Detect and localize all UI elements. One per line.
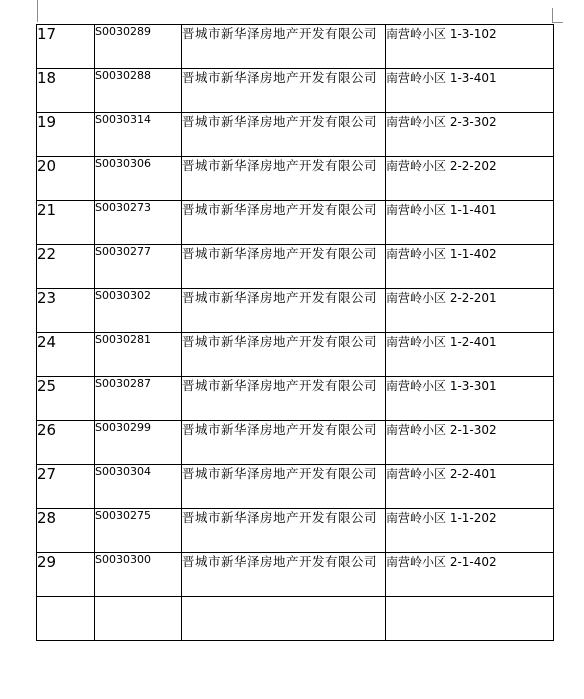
- company-name-cell: 晋城市新华泽房地产开发有限公司: [182, 333, 386, 377]
- record-code-cell: [95, 597, 182, 641]
- record-code-cell: S0030302: [95, 289, 182, 333]
- table-row: [37, 69, 554, 113]
- table-row: [37, 245, 554, 289]
- table-row: [37, 377, 554, 421]
- address-cell: 南营岭小区 2-2-201: [386, 289, 554, 333]
- company-name-cell: [182, 597, 386, 641]
- page-margin-mark-right: [552, 8, 563, 23]
- address-cell: 南营岭小区 2-2-401: [386, 465, 554, 509]
- address-cell: 南营岭小区 1-3-301: [386, 377, 554, 421]
- address-cell: 南营岭小区 1-3-102: [386, 25, 554, 69]
- company-name-cell: 晋城市新华泽房地产开发有限公司: [182, 201, 386, 245]
- record-code-cell: S0030306: [95, 157, 182, 201]
- company-name-cell: 晋城市新华泽房地产开发有限公司: [182, 465, 386, 509]
- table-row: [37, 465, 554, 509]
- company-name-cell: 晋城市新华泽房地产开发有限公司: [182, 289, 386, 333]
- row-number-cell: 20: [37, 157, 95, 201]
- table-row-empty: [37, 597, 554, 641]
- address-cell: 南营岭小区 2-1-402: [386, 553, 554, 597]
- address-cell: 南营岭小区 2-2-202: [386, 157, 554, 201]
- table-row: [37, 157, 554, 201]
- company-name-cell: 晋城市新华泽房地产开发有限公司: [182, 377, 386, 421]
- address-cell: 南营岭小区 1-2-401: [386, 333, 554, 377]
- row-number-cell: 25: [37, 377, 95, 421]
- row-number-cell: [37, 597, 95, 641]
- address-cell: 南营岭小区 2-3-302: [386, 113, 554, 157]
- record-code-cell: S0030314: [95, 113, 182, 157]
- records-table: [36, 24, 554, 641]
- table-row: [37, 289, 554, 333]
- address-cell: [386, 597, 554, 641]
- record-code-cell: S0030304: [95, 465, 182, 509]
- record-code-cell: S0030289: [95, 25, 182, 69]
- row-number-cell: 21: [37, 201, 95, 245]
- table-row: [37, 553, 554, 597]
- table-row: [37, 113, 554, 157]
- row-number-cell: 27: [37, 465, 95, 509]
- company-name-cell: 晋城市新华泽房地产开发有限公司: [182, 509, 386, 553]
- row-number-cell: 29: [37, 553, 95, 597]
- record-code-cell: S0030281: [95, 333, 182, 377]
- table-row: [37, 421, 554, 465]
- table-row: [37, 509, 554, 553]
- row-number-cell: 22: [37, 245, 95, 289]
- table-row: [37, 201, 554, 245]
- table-row: [37, 333, 554, 377]
- company-name-cell: 晋城市新华泽房地产开发有限公司: [182, 553, 386, 597]
- record-code-cell: S0030277: [95, 245, 182, 289]
- address-cell: 南营岭小区 1-1-202: [386, 509, 554, 553]
- row-number-cell: 26: [37, 421, 95, 465]
- company-name-cell: 晋城市新华泽房地产开发有限公司: [182, 245, 386, 289]
- row-number-cell: 24: [37, 333, 95, 377]
- company-name-cell: 晋城市新华泽房地产开发有限公司: [182, 157, 386, 201]
- table-row: [37, 25, 554, 69]
- address-cell: 南营岭小区 2-1-302: [386, 421, 554, 465]
- company-name-cell: 晋城市新华泽房地产开发有限公司: [182, 25, 386, 69]
- address-cell: 南营岭小区 1-1-402: [386, 245, 554, 289]
- records-table-body: [37, 25, 554, 641]
- row-number-cell: 28: [37, 509, 95, 553]
- record-code-cell: S0030300: [95, 553, 182, 597]
- row-number-cell: 17: [37, 25, 95, 69]
- address-cell: 南营岭小区 1-3-401: [386, 69, 554, 113]
- company-name-cell: 晋城市新华泽房地产开发有限公司: [182, 69, 386, 113]
- record-code-cell: S0030287: [95, 377, 182, 421]
- company-name-cell: 晋城市新华泽房地产开发有限公司: [182, 113, 386, 157]
- record-code-cell: S0030273: [95, 201, 182, 245]
- company-name-cell: 晋城市新华泽房地产开发有限公司: [182, 421, 386, 465]
- record-code-cell: S0030288: [95, 69, 182, 113]
- row-number-cell: 19: [37, 113, 95, 157]
- record-code-cell: S0030299: [95, 421, 182, 465]
- row-number-cell: 18: [37, 69, 95, 113]
- record-code-cell: S0030275: [95, 509, 182, 553]
- page-margin-mark-left: [37, 0, 38, 22]
- row-number-cell: 23: [37, 289, 95, 333]
- address-cell: 南营岭小区 1-1-401: [386, 201, 554, 245]
